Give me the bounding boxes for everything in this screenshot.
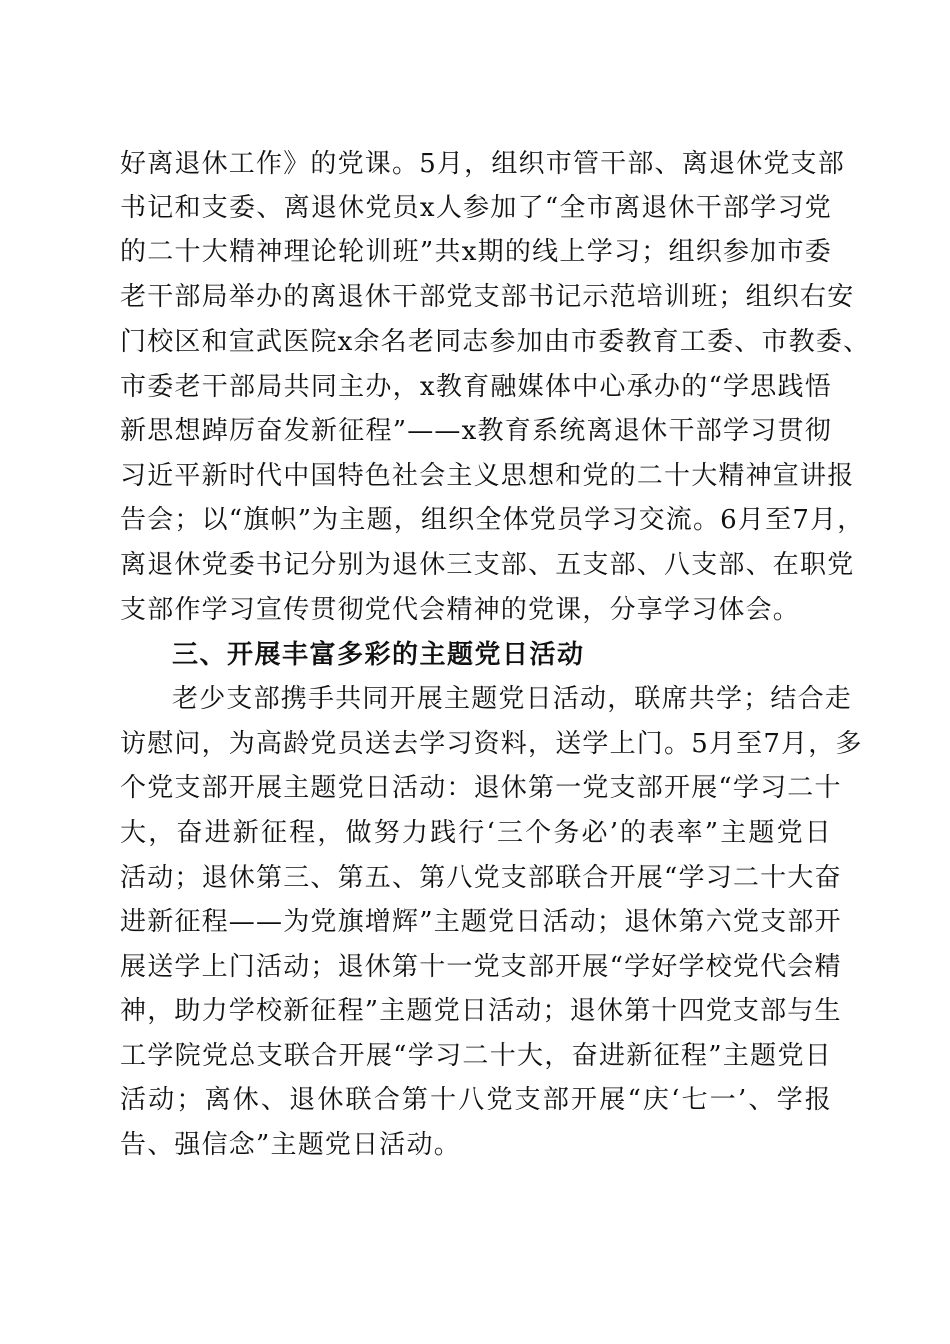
paragraph-line: 书记和支委、离退休党员x人参加了“全市离退休干部学习党 (120, 193, 832, 223)
paragraph-line: 离退休党委书记分别为退休三支部、五支部、八支部、在职党 (120, 550, 855, 580)
paragraph-line: 大，奋进新征程，做努力践行‘三个务必’的表率”主题党日 (120, 818, 832, 848)
paragraph-line: 支部作学习宣传贯彻党代会精神的党课，分享学习体会。 (120, 595, 801, 625)
paragraph-line: 访慰问，为高龄党员送去学习资料，送学上门。5月至7月，多 (120, 729, 863, 759)
paragraph-line: 习近平新时代中国特色社会主义思想和党的二十大精神宣讲报 (120, 461, 855, 491)
paragraph-line: 展送学上门活动；退休第十一党支部开展“学好学校党代会精 (120, 952, 842, 982)
paragraph-line: 活动；离休、退休联合第十八党支部开展“庆‘七一’、学报 (120, 1085, 832, 1115)
paragraph-line: 活动；退休第三、第五、第八党支部联合开展“学习二十大奋 (120, 863, 842, 893)
paragraph-line: 老少支部携手共同开展主题党日活动，联席共学；结合走 (172, 684, 853, 714)
paragraph-line: 告、强信念”主题党日活动。 (120, 1130, 461, 1160)
paragraph-line: 工学院党总支联合开展“学习二十大，奋进新征程”主题党日 (120, 1041, 832, 1071)
section-heading: 三、开展丰富多彩的主题党日活动 (172, 640, 585, 670)
paragraph-line: 神，助力学校新征程”主题党日活动；退休第十四党支部与生 (120, 996, 842, 1026)
paragraph-line: 门校区和宣武医院x余名老同志参加由市委教育工委、市教委、 (120, 327, 871, 357)
paragraph-line: 好离退休工作》的党课。5月，组织市管干部、离退休党支部 (120, 149, 845, 179)
paragraph-line: 个党支部开展主题党日活动：退休第一党支部开展“学习二十 (120, 773, 842, 803)
paragraph-line: 告会；以“旗帜”为主题，组织全体党员学习交流。6月至7月， (120, 505, 865, 535)
paragraph-line: 进新征程——为党旗增辉”主题党日活动；退休第六党支部开 (120, 907, 842, 937)
paragraph-line: 市委老干部局共同主办，x教育融媒体中心承办的“学思践悟 (120, 372, 832, 402)
paragraph-line: 新思想踔厉奋发新征程”——x教育系统离退休干部学习贯彻 (120, 416, 832, 446)
paragraph-line: 的二十大精神理论轮训班”共x期的线上学习；组织参加市委 (120, 237, 832, 267)
paragraph-line: 老干部局举办的离退休干部党支部书记示范培训班；组织右安 (120, 282, 855, 312)
